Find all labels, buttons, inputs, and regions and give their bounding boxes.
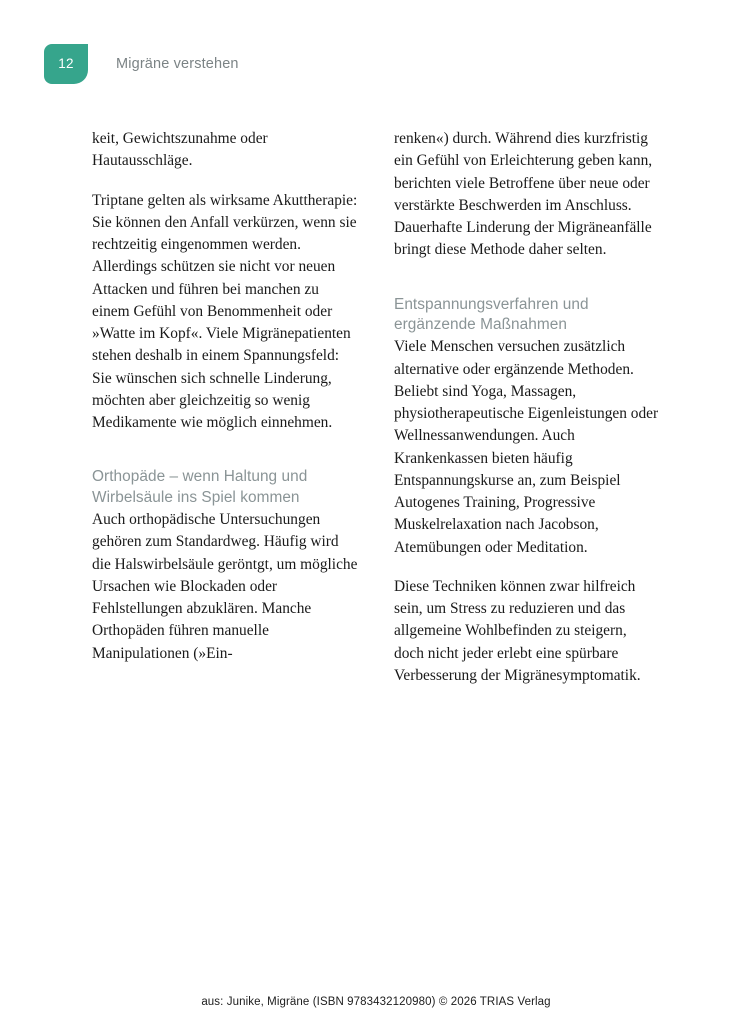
right-paragraph-3: Diese Techniken können zwar hilfreich sein, um Stress zu reduzieren und das allgemeine Wohlbefinden zu steigern, doch nicht jeder erlebt eine spürbare Verbesserung der Migränesymptomatik. — [394, 577, 641, 684]
right-column — [394, 128, 660, 687]
page-number-badge: 12 — [44, 44, 88, 84]
left-paragraph-3: Auch orthopädische Untersuchungen gehören zum Standardweg. Häufig wird die Halswirbelsäule geröntgt, um mögliche Ursachen wie Blockaden oder Fehlstellungen abzuklären. Manche Orthopäden führen manuelle Manipulationen (»Ein- — [92, 511, 358, 662]
left-subheading: Orthopäde – wenn Haltung und Wirbelsäule ins Spiel kommen — [92, 468, 308, 506]
chapter-title: Migräne verstehen — [116, 56, 239, 72]
right-subheading: Entspannungsverfahren und ergänzende Maßnahmen — [394, 295, 589, 333]
footer-credit: aus: Junike, Migräne (ISBN 9783432120980) © 2026 TRIAS Verlag — [201, 996, 551, 1008]
right-paragraph-1: renken«) durch. Während dies kurzfristig ein Gefühl von Erleichterung geben kann, berichten viele Betroffene über neue oder verstärkte Beschwerden im Anschluss. Dauerhafte Linderung der Migräneanfälle bringt diese Methode daher selten. — [394, 130, 653, 259]
spacer — [394, 279, 660, 295]
left-paragraph-2: Triptane gelten als wirksame Akuttherapie: Sie können den Anfall verkürzen, wenn sie rechtzeitig eingenommen werden. Allerdings schützen sie nicht vor neuen Attacken und führen bei manchen zu einem Gefühl von Benommenheit oder »Watte im Kopf«. Viele Migränepatienten stehen deshalb in einem Spannungsfeld: Sie wünschen sich schnelle Linderung, möchten aber gleichzeitig so wenig Medikamente wie möglich einnehmen. — [92, 191, 358, 431]
left-paragraph-1: keit, Gewichtszunahme oder Hautausschläge. — [92, 130, 268, 170]
text-columns — [92, 128, 660, 687]
spacer — [92, 451, 358, 467]
running-header — [0, 44, 752, 84]
left-column — [92, 128, 358, 687]
right-paragraph-2: Viele Menschen versuchen zusätzlich alternative oder ergänzende Methoden. Beliebt sind Yoga, Massagen, physiotherapeutische Eigenleistungen oder Wellnessanwendungen. Auch Krankenkassen bieten häufig Entspannungskurse an, zum Beispiel Autogenes Training, Progressive Muskelrelaxation nach Jacobson, Atemübungen oder Meditation. — [394, 338, 659, 556]
